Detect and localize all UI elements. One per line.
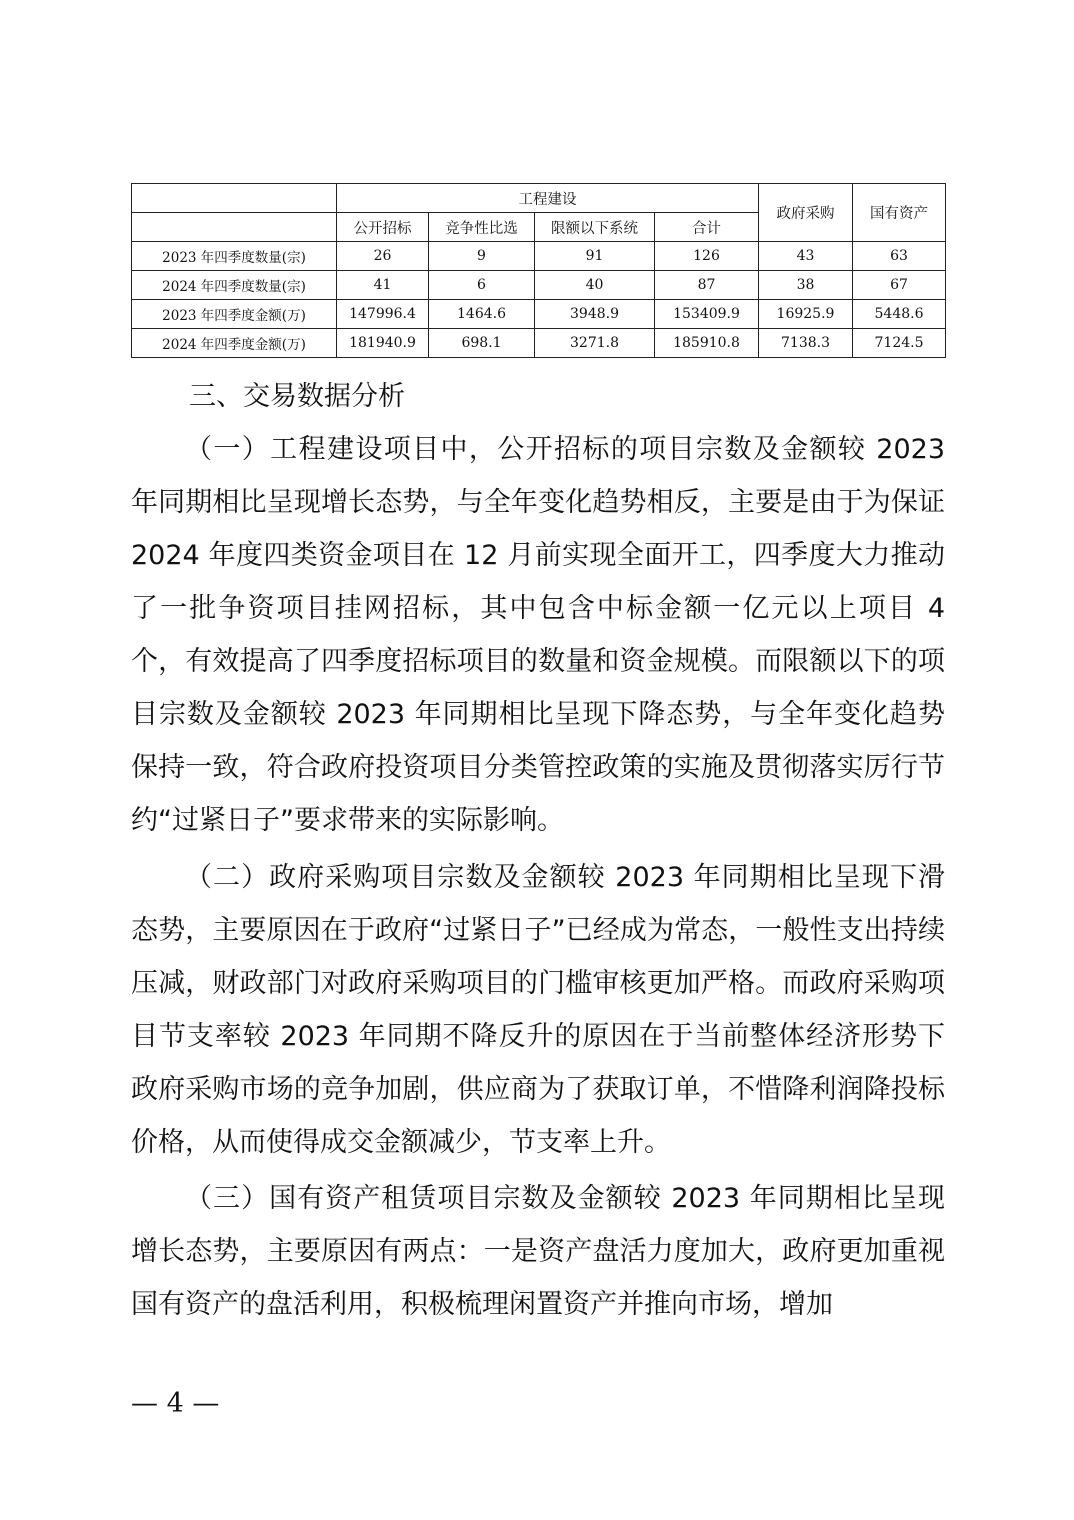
table-cell: 5448.6: [853, 300, 946, 329]
table-cell: 181940.9: [337, 329, 429, 358]
row-label: 2023 年四季度金额(万): [132, 300, 337, 329]
paragraph-state-assets: （三）国有资产租赁项目宗数及金额较 2023 年同期相比呈现增长态势，主要原因有两点：一是资产盘活力度加大，政府更加重视国有资产的盘活利用，积极梳理闲置资产并推向市场，增加: [131, 1183, 945, 1320]
state-asset-header: 国有资产: [853, 184, 946, 242]
page-number: — 4 —: [131, 1388, 220, 1419]
table-cell: 1464.6: [429, 300, 535, 329]
table-cell: 67: [853, 271, 946, 300]
sub-header: 合计: [655, 213, 759, 242]
paragraph-engineering: （一）工程建设项目中，公开招标的项目宗数及金额较 2023 年同期相比呈现增长态势，与全年变化趋势相反，主要是由于为保证 2024 年度四类资金项目在 12 月前实现全面开工，四季度大力推动了一批争资项目挂网招标，其中包含中标金额一亿元以上项目 4 个，有效提高了四季度招标项目的数量和资金规模。而限额以下的项目宗数及金额较 2023 年同期相比呈现下降态势，与全年变化趋势保持一致，符合政府投资项目分类管控政策的实施及贯彻落实厉行节约“过紧日子”要求带来的实际影响。: [131, 434, 945, 836]
table-cell: 698.1: [429, 329, 535, 358]
table-cell: 41: [337, 271, 429, 300]
table-row: [132, 300, 946, 329]
table-cell: 126: [655, 242, 759, 271]
table-cell: 7138.3: [759, 329, 853, 358]
paragraph-procurement: （二）政府采购项目宗数及金额较 2023 年同期相比呈现下滑态势，主要原因在于政府“过紧日子”已经成为常态，一般性支出持续压减，财政部门对政府采购项目的门槛审核更加严格。而政府采购项目节支率较 2023 年同期不降反升的原因在于当前整体经济形势下政府采购市场的竞争加剧，供应商为了获取订单，不惜降利润降投标价格，从而使得成交金额减少，节支率上升。: [131, 862, 945, 1158]
table-cell: 6: [429, 271, 535, 300]
row-label: 2024 年四季度金额(万): [132, 329, 337, 358]
table-cell: 63: [853, 242, 946, 271]
table-cell: 40: [535, 271, 655, 300]
section-heading: 三、交易数据分析: [189, 381, 405, 412]
table-cell: 7124.5: [853, 329, 946, 358]
table-corner-cell: [132, 184, 337, 213]
table-cell: 147996.4: [337, 300, 429, 329]
table-cell: 43: [759, 242, 853, 271]
table-cell: 9: [429, 242, 535, 271]
table-cell: 3948.9: [535, 300, 655, 329]
table-cell: 153409.9: [655, 300, 759, 329]
gov-procurement-header: 政府采购: [759, 184, 853, 242]
row-label: 2024 年四季度数量(宗): [132, 271, 337, 300]
sub-header: 竞争性比选: [429, 213, 535, 242]
table-cell: 16925.9: [759, 300, 853, 329]
table-cell: 3271.8: [535, 329, 655, 358]
table-cell: 87: [655, 271, 759, 300]
row-label: 2023 年四季度数量(宗): [132, 242, 337, 271]
table-corner-cell: [132, 213, 337, 242]
sub-header: 公开招标: [337, 213, 429, 242]
table-row: [132, 271, 946, 300]
table-row: [132, 242, 946, 271]
table-cell: 91: [535, 242, 655, 271]
table-cell: 38: [759, 271, 853, 300]
table-header-row-1: [132, 184, 946, 213]
table-cell: 26: [337, 242, 429, 271]
sub-header: 限额以下系统: [535, 213, 655, 242]
table-row: [132, 329, 946, 358]
engineering-group-header: 工程建设: [337, 184, 759, 213]
table-cell: 185910.8: [655, 329, 759, 358]
transaction-data-table: [131, 183, 946, 358]
